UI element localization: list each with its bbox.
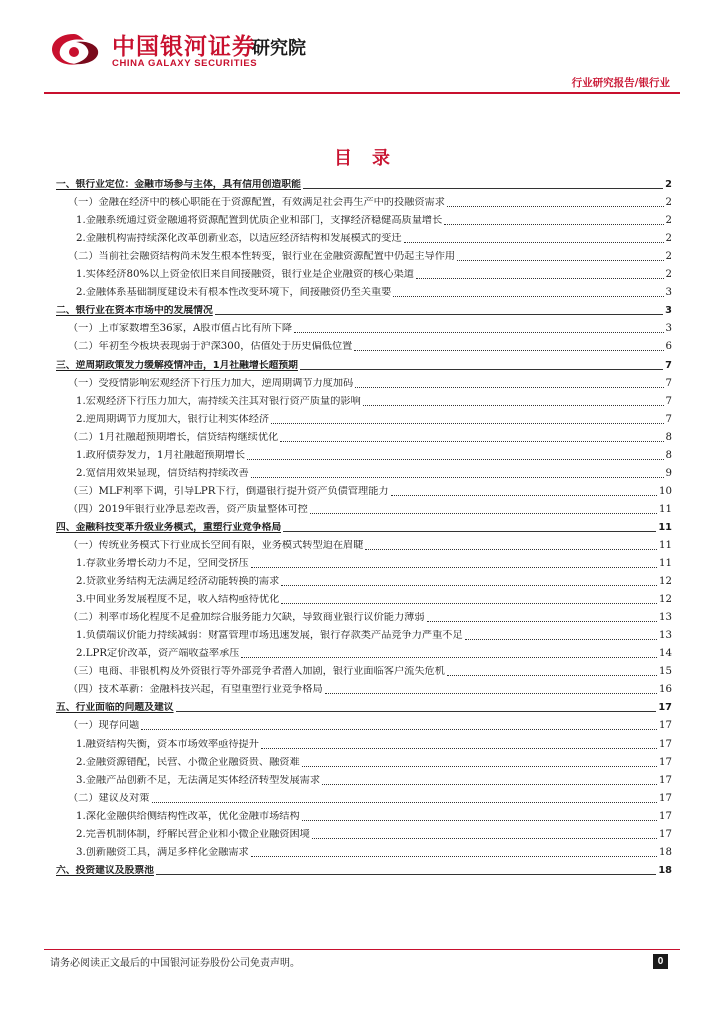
toc-entry-title: （三）MLF利率下调，引导LPR下行，倒逼银行提升资产负债管理能力 <box>68 485 389 497</box>
toc-leader-dots <box>444 224 663 225</box>
toc-entry-title: 一、银行业定位：金融市场参与主体，具有信用创造职能 <box>56 179 301 191</box>
toc-entry-title: （一）传统业务模式下行业成长空间有限，业务模式转型迫在眉睫 <box>68 539 364 551</box>
toc-entry[interactable] <box>56 392 672 410</box>
toc-entry[interactable] <box>56 716 672 734</box>
toc-leader-dots <box>404 242 664 243</box>
toc-entry[interactable] <box>56 265 672 283</box>
toc-entry[interactable] <box>56 175 672 193</box>
toc-entry[interactable] <box>56 698 672 716</box>
toc-entry[interactable] <box>56 662 672 680</box>
toc-entry[interactable] <box>56 753 672 771</box>
toc-entry-title: 2.金融机构需持续深化改革创新业态，以适应经济结构和发展模式的变迁 <box>76 233 402 245</box>
toc-entry-title: （二）建议及对策 <box>68 792 150 804</box>
toc-entry-page: 13 <box>659 612 672 624</box>
toc-leader-dots <box>247 459 664 460</box>
footer-divider <box>44 949 680 950</box>
table-of-contents <box>56 175 672 879</box>
toc-entry-title: 1.宏观经济下行压力加大，需持续关注其对银行资产质量的影响 <box>76 395 361 407</box>
toc-leader-dots <box>300 369 663 370</box>
toc-entry-page: 3 <box>665 305 672 317</box>
toc-entry-page: 2 <box>665 233 672 245</box>
toc-leader-dots <box>465 639 657 640</box>
toc-entry-title: （一）上市家数增至36家，A股市值占比有所下降 <box>68 323 293 335</box>
toc-entry-title: 1.融资结构失衡，资本市场效率亟待提升 <box>76 738 259 750</box>
toc-entry[interactable] <box>56 536 672 554</box>
toc-entry[interactable] <box>56 680 672 698</box>
toc-entry-title: （四）2019年银行业净息差改善，资产质量整体可控 <box>68 503 308 515</box>
toc-entry[interactable] <box>56 734 672 752</box>
toc-entry[interactable] <box>56 825 672 843</box>
toc-entry[interactable] <box>56 843 672 861</box>
toc-entry-page: 17 <box>659 828 672 840</box>
toc-entry-title: 2.宽信用效果显现，信贷结构持续改善 <box>76 467 249 479</box>
toc-entry-page: 12 <box>659 576 672 588</box>
toc-leader-dots <box>354 350 663 351</box>
header-divider <box>44 92 680 94</box>
toc-entry-title: 3.中间业务发展程度不足，收入结构亟待优化 <box>76 594 280 606</box>
toc-entry[interactable] <box>56 229 672 247</box>
toc-leader-dots <box>283 531 656 532</box>
toc-entry[interactable] <box>56 644 672 662</box>
toc-entry-page: 8 <box>665 431 672 443</box>
toc-leader-dots <box>427 621 657 622</box>
toc-entry-page: 16 <box>659 684 672 696</box>
toc-entry[interactable] <box>56 301 672 319</box>
toc-leader-dots <box>457 260 663 261</box>
toc-entry-page: 2 <box>665 215 672 227</box>
toc-leader-dots <box>156 874 656 875</box>
toc-entry[interactable] <box>56 247 672 265</box>
toc-entry[interactable] <box>56 861 672 879</box>
toc-entry-page: 10 <box>659 485 672 497</box>
toc-entry[interactable] <box>56 626 672 644</box>
toc-leader-dots <box>281 585 657 586</box>
toc-leader-dots <box>251 477 664 478</box>
institute-label: 研究院 <box>252 38 306 59</box>
toc-leader-dots <box>363 405 664 406</box>
toc-entry-page: 15 <box>659 666 672 678</box>
toc-entry-page: 17 <box>659 810 672 822</box>
toc-leader-dots <box>271 423 663 424</box>
toc-entry-page: 17 <box>658 702 672 714</box>
toc-entry-title: （二）1月社融超预期增长，信贷结构继续优化 <box>68 431 279 443</box>
toc-leader-dots <box>141 729 657 730</box>
toc-leader-dots <box>303 188 663 189</box>
toc-entry-title: 六、投资建议及股票池 <box>56 864 154 876</box>
toc-entry-title: 1.负债端议价能力持续减弱：财富管理市场迅速发展，银行存款类产品竞争力严重不足 <box>76 630 463 642</box>
brand-name-cn: 中国银河证券 <box>112 34 256 60</box>
disclaimer-text: 请务必阅读正文最后的中国银河证券股份公司免责声明。 <box>50 958 300 969</box>
toc-entry[interactable] <box>56 283 672 301</box>
toc-entry-page: 14 <box>659 648 672 660</box>
toc-entry-page: 2 <box>665 197 672 209</box>
toc-entry[interactable] <box>56 482 672 500</box>
toc-entry[interactable] <box>56 410 672 428</box>
toc-leader-dots <box>447 675 657 676</box>
toc-entry-title: 三、逆周期政策发力缓解疫情冲击，1月社融增长超预期 <box>56 359 298 371</box>
toc-leader-dots <box>215 314 663 315</box>
toc-entry-page: 11 <box>659 539 672 551</box>
toc-entry-title: （四）技术革新：金融科技兴起，有望重塑行业竞争格局 <box>68 684 323 696</box>
toc-entry-page: 12 <box>659 594 672 606</box>
toc-entry[interactable] <box>56 771 672 789</box>
toc-entry-page: 8 <box>665 449 672 461</box>
page-number: 0 <box>653 954 668 969</box>
toc-entry-page: 9 <box>665 467 672 479</box>
toc-entry-title: （一）受疫情影响宏观经济下行压力加大，逆周期调节力度加码 <box>68 377 354 389</box>
toc-entry-title: 1.实体经济80%以上资金依旧来自间接融资，银行业是企业融资的核心渠道 <box>76 269 414 281</box>
toc-leader-dots <box>325 693 657 694</box>
report-type: 行业研究报告/银行业 <box>571 77 670 89</box>
toc-leader-dots <box>312 838 657 839</box>
toc-entry-page: 3 <box>665 323 672 335</box>
toc-entry-page: 17 <box>659 792 672 804</box>
toc-entry-title: 2.金融体系基础制度建设未有根本性改变环境下，间接融资仍至关重要 <box>76 287 392 299</box>
toc-entry-title: （一）现存问题 <box>68 720 140 732</box>
toc-entry-page: 6 <box>665 341 672 353</box>
toc-entry-title: （三）电商、非银机构及外资银行等外部竞争者潜入加剧，银行业面临客户流失危机 <box>68 666 445 678</box>
toc-leader-dots <box>241 657 657 658</box>
page-header <box>0 0 724 92</box>
toc-entry-page: 13 <box>659 630 672 642</box>
brand-name-en: CHINA GALAXY SECURITIES <box>112 58 258 69</box>
toc-title: 目录 <box>334 148 410 169</box>
galaxy-logo-icon <box>44 30 106 68</box>
toc-entry[interactable] <box>56 464 672 482</box>
toc-entry-page: 2 <box>665 269 672 281</box>
toc-entry-title: （二）年初至今板块表现弱于沪深300，估值处于历史偏低位置 <box>68 341 353 353</box>
toc-entry-page: 7 <box>665 395 672 407</box>
toc-entry-title: （二）利率市场化程度不足叠加综合服务能力欠缺，导致商业银行议价能力薄弱 <box>68 612 425 624</box>
toc-entry-title: （二）当前社会融资结构尚未发生根本性转变，银行业在金融资源配置中仍起主导作用 <box>68 251 456 263</box>
toc-entry[interactable] <box>56 355 672 373</box>
toc-entry-page: 17 <box>659 738 672 750</box>
toc-entry-title: 四、金融科技变革升级业务模式，重塑行业竞争格局 <box>56 521 282 533</box>
toc-entry-title: 3.金融产品创新不足，无法满足实体经济转型发展需求 <box>76 774 321 786</box>
toc-entry-title: 3.创新融资工具，满足多样化金融需求 <box>76 846 249 858</box>
toc-entry-title: 2.完善机制体制，纾解民营企业和小微企业融资困境 <box>76 828 310 840</box>
toc-entry-title: 2.贷款业务结构无法满足经济动能转换的需求 <box>76 576 280 588</box>
toc-entry[interactable] <box>56 572 672 590</box>
toc-leader-dots <box>280 441 663 442</box>
toc-entry-title: 2.逆周期调节力度加大，银行让利实体经济 <box>76 413 270 425</box>
toc-entry[interactable] <box>56 608 672 626</box>
toc-entry-page: 17 <box>659 774 672 786</box>
toc-entry-page: 17 <box>659 756 672 768</box>
toc-leader-dots <box>261 748 657 749</box>
toc-entry[interactable] <box>56 193 672 211</box>
toc-entry-page: 11 <box>659 503 672 515</box>
toc-leader-dots <box>391 495 657 496</box>
toc-leader-dots <box>416 278 664 279</box>
toc-leader-dots <box>251 567 657 568</box>
toc-entry[interactable] <box>56 554 672 572</box>
toc-entry-page: 7 <box>665 359 672 371</box>
toc-leader-dots <box>322 784 657 785</box>
toc-leader-dots <box>251 856 657 857</box>
toc-entry[interactable] <box>56 590 672 608</box>
toc-entry-title: 1.深化金融供给侧结构性改革，优化金融市场结构 <box>76 810 300 822</box>
toc-entry[interactable] <box>56 807 672 825</box>
toc-leader-dots <box>302 820 657 821</box>
toc-entry-title: 2.金融资源错配，民营、小微企业融资贵、融资难 <box>76 756 300 768</box>
toc-leader-dots <box>302 766 657 767</box>
toc-entry[interactable] <box>56 446 672 464</box>
toc-entry-page: 7 <box>665 413 672 425</box>
toc-entry[interactable] <box>56 319 672 337</box>
toc-entry-title: 二、银行业在资本市场中的发展情况 <box>56 305 213 317</box>
toc-entry[interactable] <box>56 500 672 518</box>
toc-entry[interactable] <box>56 374 672 392</box>
toc-entry-page: 11 <box>659 558 672 570</box>
toc-entry[interactable] <box>56 337 672 355</box>
toc-entry-page: 17 <box>659 720 672 732</box>
toc-entry[interactable] <box>56 211 672 229</box>
toc-entry-title: （一）金融在经济中的核心职能在于资源配置，有效满足社会再生产中的投融资需求 <box>68 197 445 209</box>
toc-entry-title: 1.政府债券发力，1月社融超预期增长 <box>76 449 246 461</box>
toc-entry-title: 1.金融系统通过资金融通将资源配置到优质企业和部门，支撑经济稳健高质量增长 <box>76 215 443 227</box>
toc-leader-dots <box>393 296 663 297</box>
toc-entry-title: 五、行业面临的问题及建议 <box>56 702 174 714</box>
toc-entry-page: 18 <box>659 846 672 858</box>
toc-entry-page: 18 <box>658 864 672 876</box>
toc-entry-page: 2 <box>665 251 672 263</box>
toc-entry-page: 2 <box>665 179 672 191</box>
toc-leader-dots <box>365 549 657 550</box>
toc-leader-dots <box>294 332 663 333</box>
toc-entry[interactable] <box>56 518 672 536</box>
toc-leader-dots <box>152 802 658 803</box>
toc-entry-title: 1.存款业务增长动力不足，空间受挤压 <box>76 558 249 570</box>
toc-entry[interactable] <box>56 789 672 807</box>
toc-entry[interactable] <box>56 428 672 446</box>
toc-leader-dots <box>176 711 657 712</box>
toc-leader-dots <box>310 513 657 514</box>
toc-leader-dots <box>355 387 663 388</box>
toc-entry-page: 3 <box>665 287 672 299</box>
toc-entry-title: 2.LPR定价改革，资产端收益率承压 <box>76 648 240 660</box>
toc-leader-dots <box>447 206 664 207</box>
toc-entry-page: 11 <box>658 521 672 533</box>
toc-entry-page: 7 <box>665 377 672 389</box>
toc-leader-dots <box>281 603 657 604</box>
